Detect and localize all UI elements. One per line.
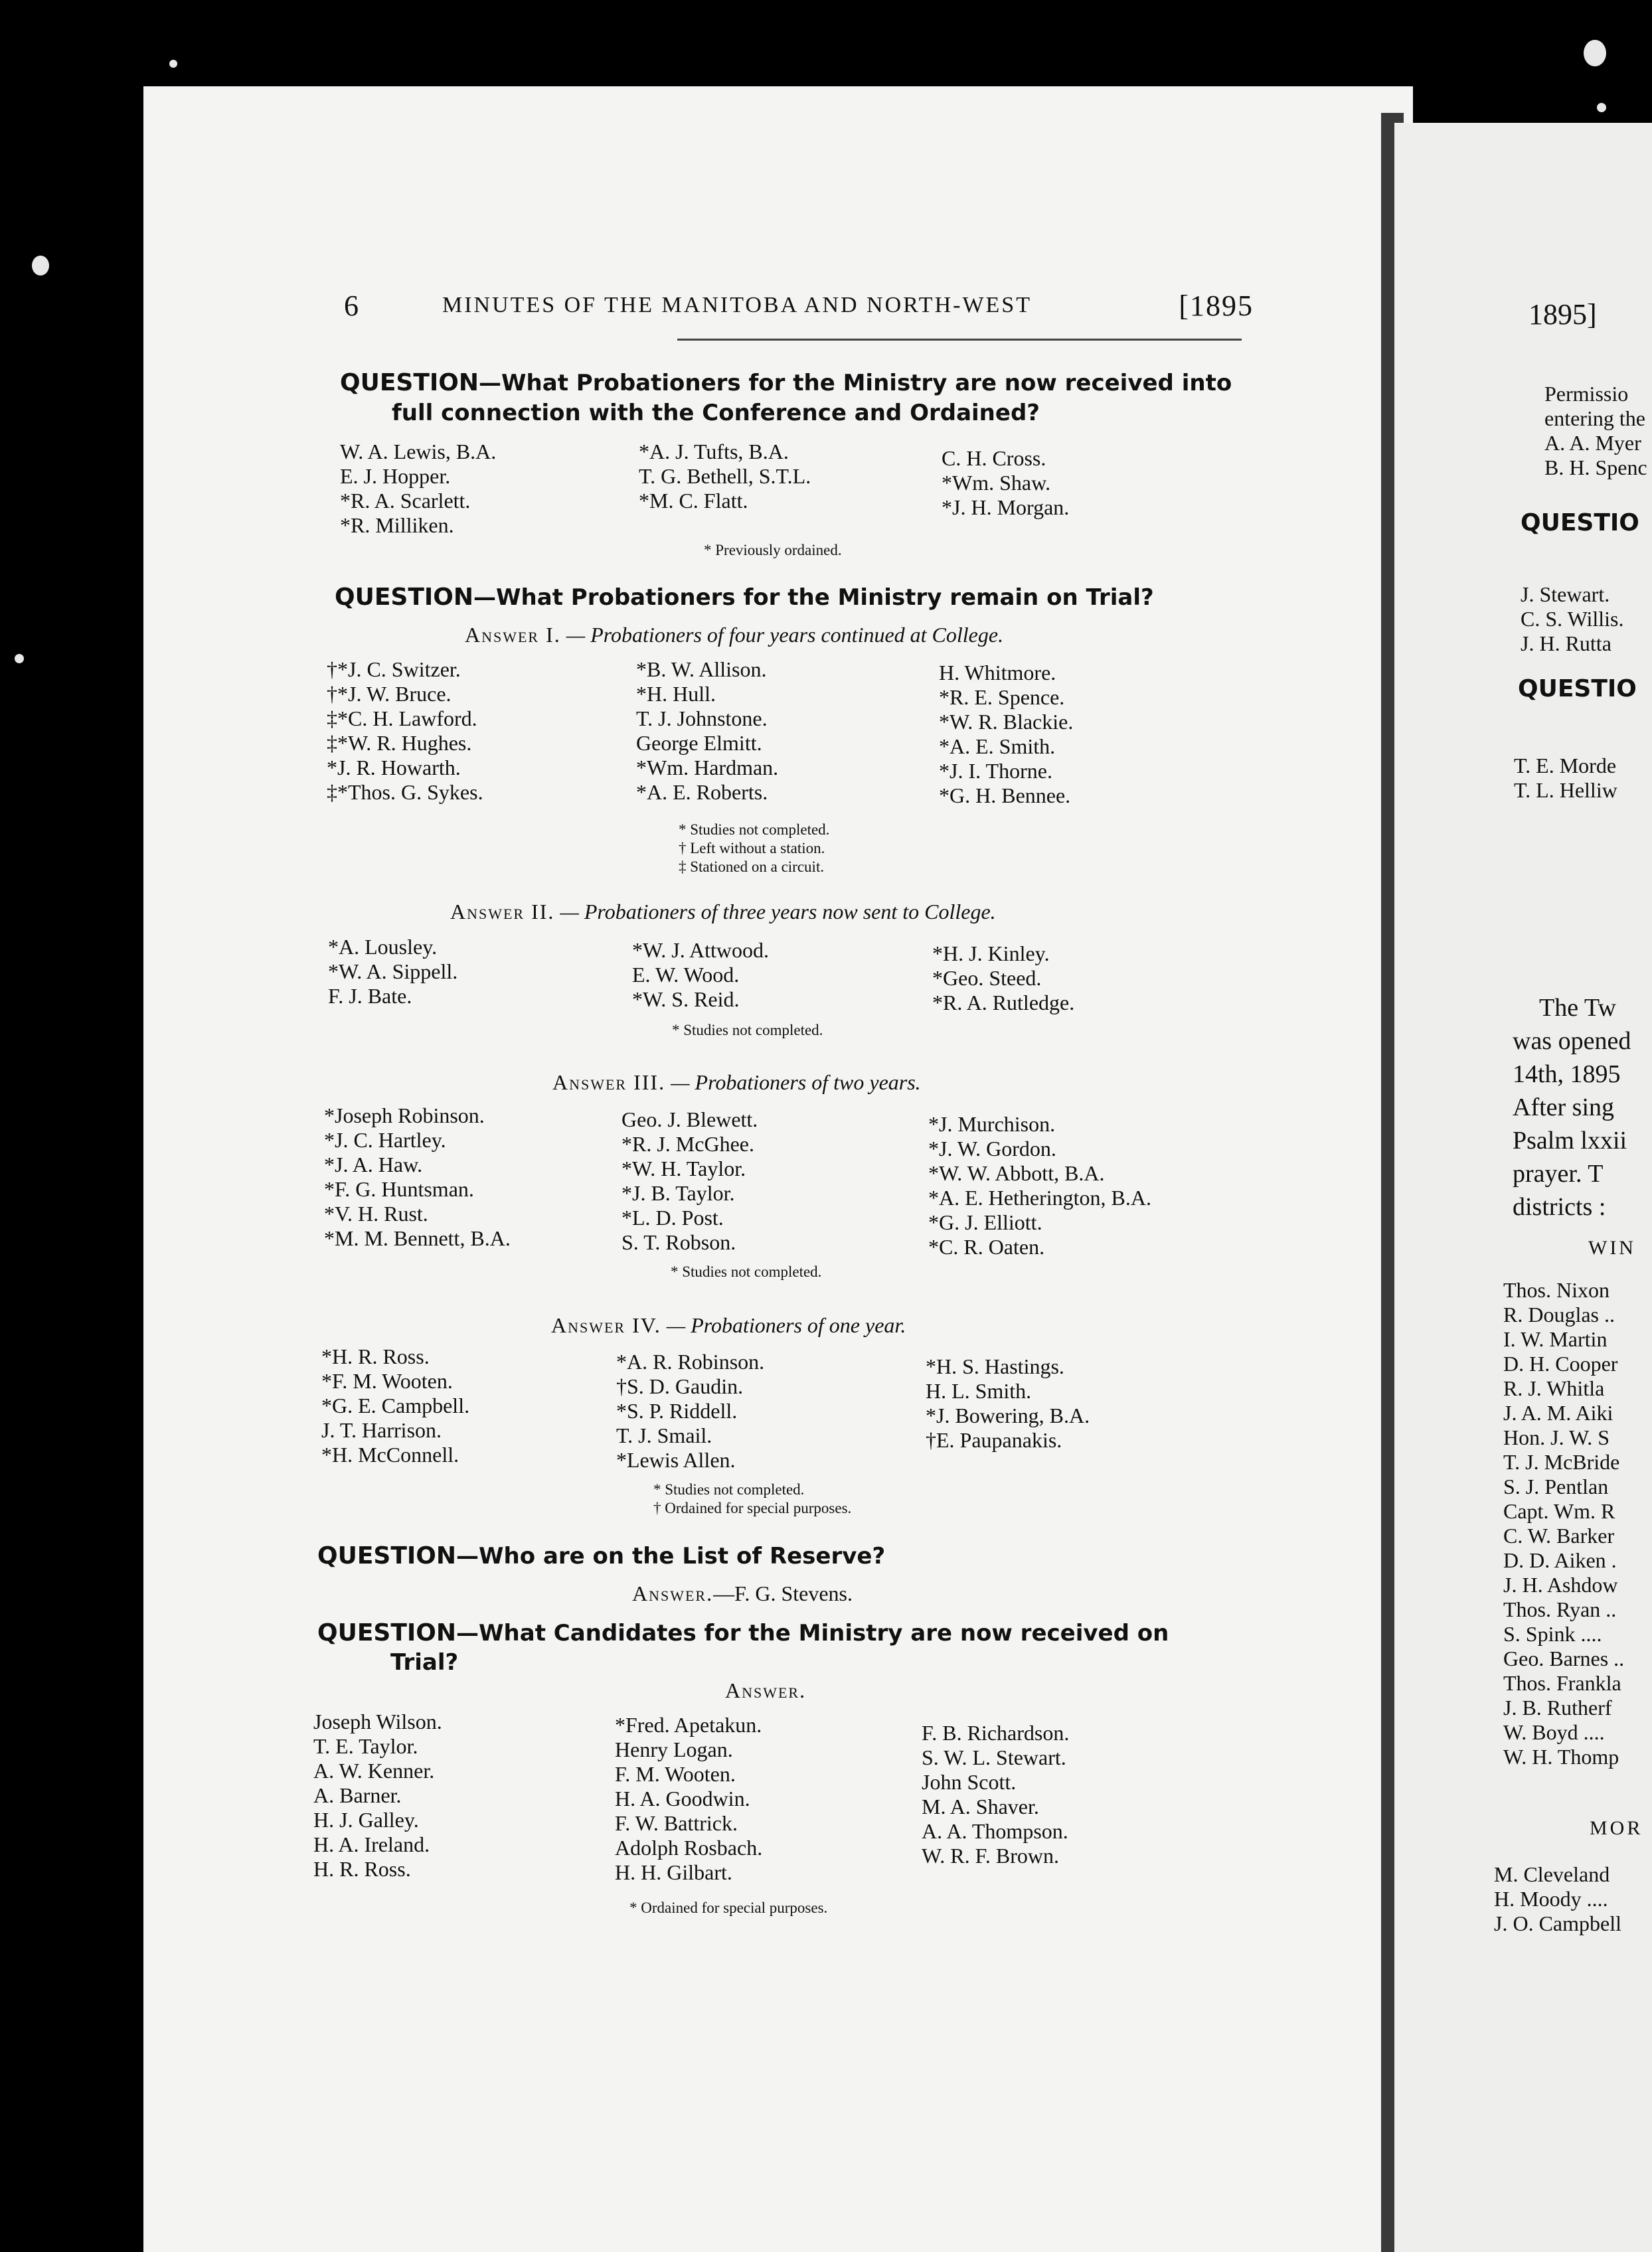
footnote: * Studies not completed. bbox=[653, 1481, 805, 1498]
answer-three-heading bbox=[552, 1070, 921, 1095]
name-entry: *R. Milliken. bbox=[340, 513, 454, 537]
answer-three-col2 bbox=[621, 1107, 758, 1255]
name-entry: H. H. Gilbart. bbox=[615, 1860, 732, 1884]
right-question-b: QUESTIO bbox=[1518, 675, 1637, 702]
name-entry: H. Whitmore. bbox=[939, 661, 1056, 684]
question-text: —What Probationers for the Ministry remain on Trial? bbox=[473, 584, 1154, 611]
answer-two-col1 bbox=[328, 935, 457, 1008]
answer-one-col2 bbox=[636, 657, 778, 805]
name-entry: H. L. Smith. bbox=[926, 1379, 1032, 1403]
answer-two-footnote: * Studies not completed. bbox=[672, 1022, 823, 1038]
answer-one-col1 bbox=[327, 657, 483, 805]
text-line: A. A. Myer bbox=[1544, 431, 1641, 455]
answer-two-col3 bbox=[932, 941, 1074, 1015]
answer-label: Answer. bbox=[725, 1678, 807, 1702]
name-entry: *H. J. Kinley. bbox=[932, 941, 1050, 965]
name-entry: Geo. J. Blewett. bbox=[621, 1107, 758, 1131]
name-entry: T. J. Smail. bbox=[616, 1423, 712, 1447]
name-entry: *Geo. Steed. bbox=[932, 966, 1042, 990]
text-line: was opened bbox=[1513, 1027, 1631, 1055]
list-item: Hon. J. W. S bbox=[1503, 1425, 1610, 1449]
q1-names-col3 bbox=[942, 446, 1069, 520]
text-line: C. S. Willis. bbox=[1521, 607, 1624, 631]
answer-text: — Probationers of one year. bbox=[666, 1313, 906, 1337]
answer-label: Answer IV. bbox=[551, 1313, 661, 1337]
list-item: Thos. Nixon bbox=[1503, 1278, 1610, 1302]
answer-one-heading bbox=[465, 623, 1003, 647]
answer-three-col3 bbox=[928, 1112, 1151, 1259]
right-paragraph bbox=[1513, 991, 1631, 1224]
answer-label: Answer. bbox=[632, 1581, 714, 1605]
name-entry: W. A. Lewis, B.A. bbox=[340, 440, 497, 463]
question-received-into-full-connection-line2 bbox=[392, 398, 1040, 428]
name-entry: *J. W. Gordon. bbox=[928, 1137, 1056, 1161]
answer-two-col2 bbox=[632, 938, 769, 1012]
name-entry: *M. M. Bennett, B.A. bbox=[324, 1226, 511, 1250]
list-item: D. D. Aiken . bbox=[1503, 1548, 1617, 1572]
answer-text: — Probationers of three years now sent to College. bbox=[560, 900, 996, 924]
candidates-footnote: * Ordained for special purposes. bbox=[629, 1899, 828, 1916]
name-entry: *W. W. Abbott, B.A. bbox=[928, 1161, 1105, 1185]
answer-text: —F. G. Stevens. bbox=[713, 1581, 853, 1605]
name-entry: *J. Bowering, B.A. bbox=[926, 1404, 1090, 1427]
name-entry: T. E. Taylor. bbox=[313, 1734, 418, 1758]
list-item: T. J. McBride bbox=[1503, 1450, 1620, 1474]
name-entry: George Elmitt. bbox=[636, 731, 762, 755]
answer-text: — Probationers of four years continued at College. bbox=[566, 623, 1004, 647]
film-speck bbox=[1597, 103, 1606, 112]
list-item: S. Spink .... bbox=[1503, 1622, 1602, 1646]
question-received-into-full-connection bbox=[340, 368, 1232, 398]
name-entry: *H. McConnell. bbox=[321, 1443, 459, 1467]
q1-names-col2 bbox=[639, 440, 811, 513]
name-entry: S. W. L. Stewart. bbox=[922, 1745, 1066, 1769]
film-speck bbox=[32, 256, 49, 276]
name-entry: *W. J. Attwood. bbox=[632, 938, 769, 962]
list-item: S. J. Pentlan bbox=[1503, 1475, 1609, 1498]
name-entry: M. A. Shaver. bbox=[922, 1795, 1039, 1818]
candidates-col1 bbox=[313, 1710, 442, 1882]
name-entry: *M. C. Flatt. bbox=[639, 489, 748, 513]
name-entry: F. B. Richardson. bbox=[922, 1721, 1070, 1745]
name-entry: *J. I. Thorne. bbox=[939, 759, 1052, 783]
name-entry: *R. E. Spence. bbox=[939, 685, 1065, 709]
page-number: 6 bbox=[344, 289, 359, 322]
name-entry: *W. A. Sippell. bbox=[328, 959, 458, 983]
text-line: The Tw bbox=[1539, 994, 1616, 1022]
list-item: Thos. Frankla bbox=[1503, 1671, 1621, 1695]
list-item: I. W. Martin bbox=[1503, 1327, 1608, 1351]
name-entry: †E. Paupanakis. bbox=[926, 1428, 1062, 1452]
name-entry: S. T. Robson. bbox=[621, 1230, 736, 1254]
name-entry: *H. R. Ross. bbox=[321, 1344, 430, 1368]
name-entry: John Scott. bbox=[922, 1770, 1017, 1794]
name-entry: F. J. Bate. bbox=[328, 984, 412, 1008]
answer-four-heading bbox=[551, 1313, 906, 1338]
footnote: † Left without a station. bbox=[679, 840, 825, 856]
name-entry: *A. R. Robinson. bbox=[616, 1350, 765, 1374]
name-entry: H. A. Ireland. bbox=[313, 1832, 430, 1856]
name-entry: C. H. Cross. bbox=[942, 446, 1046, 470]
name-entry: *H. Hull. bbox=[636, 682, 716, 706]
text-line: districts : bbox=[1513, 1193, 1606, 1221]
question-lead: QUESTION bbox=[340, 369, 479, 396]
text-line: After sing bbox=[1513, 1093, 1615, 1121]
question-text: —Who are on the List of Reserve? bbox=[456, 1543, 886, 1569]
name-entry: *Joseph Robinson. bbox=[324, 1103, 485, 1127]
right-block-permission bbox=[1544, 382, 1647, 480]
text-line: T. E. Morde bbox=[1514, 754, 1617, 777]
name-entry: J. T. Harrison. bbox=[321, 1418, 442, 1442]
footnote: † Ordained for special purposes. bbox=[653, 1500, 852, 1516]
list-item: H. Moody .... bbox=[1494, 1887, 1608, 1911]
name-entry: *Wm. Shaw. bbox=[942, 471, 1051, 495]
name-entry: ‡*Thos. G. Sykes. bbox=[327, 780, 483, 804]
name-entry: *Wm. Hardman. bbox=[636, 756, 779, 779]
answer-one-col3 bbox=[939, 661, 1073, 808]
name-entry: Henry Logan. bbox=[615, 1737, 733, 1761]
footnote: ‡ Stationed on a circuit. bbox=[679, 858, 825, 875]
name-entry: *G. E. Campbell. bbox=[321, 1394, 470, 1417]
list-item: W. Boyd .... bbox=[1503, 1720, 1605, 1744]
right-section-heading-1: WIN bbox=[1588, 1237, 1636, 1259]
answer-label: Answer I. bbox=[465, 623, 561, 647]
name-entry: *A. E. Roberts. bbox=[636, 780, 768, 804]
text-line: T. L. Helliw bbox=[1514, 778, 1617, 802]
name-entry: *V. H. Rust. bbox=[324, 1202, 428, 1226]
name-entry: *L. D. Post. bbox=[621, 1206, 724, 1230]
question-lead: QUESTION bbox=[317, 1619, 457, 1647]
text-line: prayer. T bbox=[1513, 1160, 1604, 1188]
header-year: [1895 bbox=[1179, 289, 1254, 322]
name-entry: A. Barner. bbox=[313, 1783, 402, 1807]
name-entry: *F. G. Huntsman. bbox=[324, 1177, 474, 1201]
name-entry: *G. H. Bennee. bbox=[939, 783, 1071, 807]
name-entry: A. A. Thompson. bbox=[922, 1819, 1068, 1843]
name-entry: *F. M. Wooten. bbox=[321, 1369, 453, 1393]
name-entry: A. W. Kenner. bbox=[313, 1759, 435, 1783]
list-item: M. Cleveland bbox=[1494, 1862, 1610, 1886]
name-entry: †S. D. Gaudin. bbox=[616, 1374, 744, 1398]
page-header bbox=[199, 289, 1275, 329]
reserve-answer bbox=[632, 1581, 853, 1606]
name-entry: *J. Murchison. bbox=[928, 1112, 1056, 1136]
answer-four-footnotes bbox=[653, 1481, 851, 1518]
question-candidates-received bbox=[317, 1619, 1169, 1648]
name-entry: H. A. Goodwin. bbox=[615, 1787, 750, 1810]
name-entry: *J. R. Howarth. bbox=[327, 756, 461, 779]
film-speck bbox=[15, 654, 24, 663]
name-entry: H. J. Galley. bbox=[313, 1808, 419, 1832]
name-entry: F. M. Wooten. bbox=[615, 1762, 736, 1786]
right-district-list-1 bbox=[1503, 1278, 1624, 1769]
name-entry: Joseph Wilson. bbox=[313, 1710, 442, 1733]
right-block-names bbox=[1521, 582, 1624, 656]
question-candidates-received-line2 bbox=[390, 1648, 458, 1677]
name-entry: *C. R. Oaten. bbox=[928, 1235, 1045, 1259]
answer-one-footnotes bbox=[679, 821, 829, 876]
question-text: Trial? bbox=[390, 1649, 459, 1676]
answer-label: Answer II. bbox=[450, 900, 555, 924]
text-line: entering the bbox=[1544, 406, 1645, 430]
film-speck bbox=[1584, 40, 1606, 66]
question-list-of-reserve bbox=[317, 1542, 885, 1571]
name-entry: *A. Lousley. bbox=[328, 935, 438, 959]
name-entry: *W. R. Blackie. bbox=[939, 710, 1074, 734]
answer-two-heading bbox=[450, 900, 996, 924]
text-line: Psalm lxxii bbox=[1513, 1127, 1627, 1155]
name-entry: *B. W. Allison. bbox=[636, 657, 767, 681]
answer-four-col2 bbox=[616, 1350, 764, 1473]
question-text: full connection with the Conference and Ordained? bbox=[392, 400, 1040, 426]
answer-three-col1 bbox=[324, 1103, 511, 1251]
list-item: Geo. Barnes .. bbox=[1503, 1647, 1625, 1670]
answer-four-col1 bbox=[321, 1344, 469, 1467]
list-item: J. H. Ashdow bbox=[1503, 1573, 1618, 1597]
text-line: J. H. Rutta bbox=[1521, 631, 1611, 655]
answer-four-col3 bbox=[926, 1354, 1090, 1453]
name-entry: *J. A. Haw. bbox=[324, 1153, 423, 1176]
text-line: Permissio bbox=[1544, 382, 1629, 406]
running-title: MINUTES OF THE MANITOBA AND NORTH-WEST bbox=[442, 293, 1032, 317]
name-entry: *A. E. Smith. bbox=[939, 734, 1056, 758]
right-district-list-2 bbox=[1494, 1862, 1621, 1936]
question-text: —What Candidates for the Ministry are now received on bbox=[456, 1620, 1169, 1647]
name-entry: *S. P. Riddell. bbox=[616, 1399, 738, 1423]
name-entry: H. R. Ross. bbox=[313, 1857, 411, 1881]
list-item: J. A. M. Aiki bbox=[1503, 1401, 1613, 1425]
name-entry: Adolph Rosbach. bbox=[615, 1836, 763, 1860]
name-entry: T. G. Bethell, S.T.L. bbox=[639, 464, 811, 488]
name-entry: *G. J. Elliott. bbox=[928, 1210, 1042, 1234]
film-speck bbox=[169, 60, 177, 68]
list-item: W. H. Thomp bbox=[1503, 1745, 1619, 1769]
right-page-year: 1895] bbox=[1528, 298, 1597, 331]
name-entry: *R. A. Rutledge. bbox=[932, 991, 1075, 1014]
name-entry: W. R. F. Brown. bbox=[922, 1844, 1059, 1868]
right-block-names-2 bbox=[1514, 754, 1617, 803]
list-item: J. B. Rutherf bbox=[1503, 1696, 1612, 1720]
name-entry: *H. S. Hastings. bbox=[926, 1354, 1064, 1378]
name-entry: *R. J. McGhee. bbox=[621, 1132, 754, 1156]
name-entry: *J. H. Morgan. bbox=[942, 495, 1070, 519]
question-lead: QUESTION bbox=[335, 584, 474, 611]
name-entry: *W. S. Reid. bbox=[632, 987, 740, 1011]
name-entry: *Fred. Apetakun. bbox=[615, 1713, 762, 1737]
name-entry: †*J. W. Bruce. bbox=[327, 682, 452, 706]
question-lead: QUESTION bbox=[317, 1542, 457, 1569]
list-item: D. H. Cooper bbox=[1503, 1352, 1618, 1376]
text-line: J. Stewart. bbox=[1521, 582, 1610, 606]
right-question-a: QUESTIO bbox=[1521, 509, 1639, 536]
name-entry: *Lewis Allen. bbox=[616, 1448, 736, 1472]
name-entry: E. W. Wood. bbox=[632, 963, 740, 987]
name-entry: *J. B. Taylor. bbox=[621, 1181, 735, 1205]
list-item: Thos. Ryan .. bbox=[1503, 1597, 1617, 1621]
candidates-answer-heading bbox=[725, 1678, 806, 1703]
name-entry: *A. J. Tufts, B.A. bbox=[639, 440, 789, 463]
text-line: 14th, 1895 bbox=[1513, 1060, 1621, 1088]
right-page bbox=[1394, 123, 1652, 2252]
name-entry: †*J. C. Switzer. bbox=[327, 657, 461, 681]
name-entry: ‡*C. H. Lawford. bbox=[327, 706, 477, 730]
list-item: J. O. Campbell bbox=[1494, 1911, 1621, 1935]
right-section-heading-2: MOR bbox=[1590, 1817, 1643, 1839]
name-entry: *W. H. Taylor. bbox=[621, 1157, 746, 1180]
text-line: B. H. Spenc bbox=[1544, 455, 1647, 479]
candidates-col2 bbox=[615, 1713, 762, 1885]
name-entry: E. J. Hopper. bbox=[340, 464, 451, 488]
list-item: R. J. Whitla bbox=[1503, 1376, 1605, 1400]
list-item: C. W. Barker bbox=[1503, 1524, 1615, 1548]
name-entry: *J. C. Hartley. bbox=[324, 1128, 446, 1152]
answer-label: Answer III. bbox=[552, 1070, 666, 1094]
name-entry: *R. A. Scarlett. bbox=[340, 489, 471, 513]
name-entry: T. J. Johnstone. bbox=[636, 706, 768, 730]
answer-text: — Probationers of two years. bbox=[671, 1070, 921, 1094]
question-remain-on-trial bbox=[335, 583, 1154, 612]
question-text: —What Probationers for the Ministry are now received into bbox=[479, 370, 1232, 396]
name-entry: ‡*W. R. Hughes. bbox=[327, 731, 472, 755]
q1-names-col1 bbox=[340, 440, 496, 538]
q1-footnote: * Previously ordained. bbox=[704, 542, 842, 558]
candidates-col3 bbox=[922, 1721, 1069, 1868]
name-entry: F. W. Battrick. bbox=[615, 1811, 738, 1835]
answer-three-footnote: * Studies not completed. bbox=[671, 1263, 822, 1280]
header-rule bbox=[677, 339, 1242, 341]
footnote: * Studies not completed. bbox=[679, 821, 830, 838]
name-entry: *A. E. Hetherington, B.A. bbox=[928, 1186, 1151, 1210]
list-item: Capt. Wm. R bbox=[1503, 1499, 1615, 1523]
list-item: R. Douglas .. bbox=[1503, 1303, 1615, 1327]
